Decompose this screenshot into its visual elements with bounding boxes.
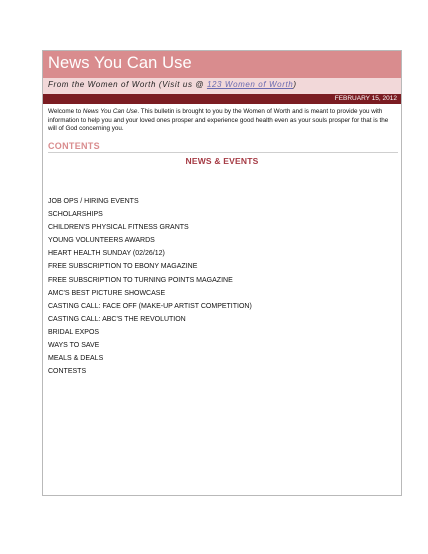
contents-list	[48, 197, 388, 380]
contents-item: JOB OPS / HIRING EVENTS	[48, 198, 139, 205]
tagline-suffix: )	[293, 80, 297, 89]
date-band	[43, 94, 401, 104]
website-link[interactable]: 123 Women of Worth	[206, 80, 294, 89]
contents-divider	[48, 152, 398, 153]
newsletter-frame	[42, 50, 402, 496]
intro-publication-name: News You Can Use	[82, 108, 138, 115]
contents-heading: CONTENTS	[48, 141, 100, 151]
newsletter-title: News You Can Use	[48, 54, 192, 72]
intro-paragraph	[48, 108, 398, 134]
contents-item: SCHOLARSHIPS	[48, 211, 103, 219]
contents-item: WAYS TO SAVE	[48, 342, 100, 350]
tagline	[48, 80, 297, 89]
issue-date: FEBRUARY 15, 2012	[334, 95, 397, 102]
contents-item: AMC'S BEST PICTURE SHOWCASE	[48, 289, 166, 297]
intro-prefix: Welcome to	[48, 108, 83, 115]
contents-item: MEALS & DEALS	[48, 355, 104, 363]
contents-item: FREE SUBSCRIPTION TO TURNING POINTS MAGAZINE	[48, 276, 233, 284]
news-events-heading: NEWS & EVENTS	[185, 156, 259, 166]
contents-item: BRIDAL EXPOS	[48, 328, 100, 336]
contents-item: CASTING CALL: FACE OFF (MAKE-UP ARTIST COMPETITION)	[48, 302, 252, 310]
intro-body: . This bulletin is brought to you by the Women of Worth and is meant to provide you with information to help you and your loved ones prosper and experience good health even as your souls prosper for that is the will of God concerning you.	[48, 108, 389, 132]
contents-item: CONTESTS	[48, 368, 87, 376]
contents-item: CHILDREN'S PHYSICAL FITNESS GRANTS	[48, 224, 189, 232]
contents-item: YOUNG VOLUNTEERS AWARDS	[48, 237, 155, 245]
tagline-band	[43, 78, 401, 94]
contents-item: CASTING CALL: ABC'S THE REVOLUTION	[48, 315, 186, 323]
contents-item: FREE SUBSCRIPTION TO EBONY MAGAZINE	[48, 263, 198, 271]
masthead-banner	[43, 51, 401, 78]
contents-item: HEART HEALTH SUNDAY (02/26/12)	[48, 250, 165, 258]
tagline-prefix: From the Women of Worth (Visit us @	[48, 80, 207, 89]
